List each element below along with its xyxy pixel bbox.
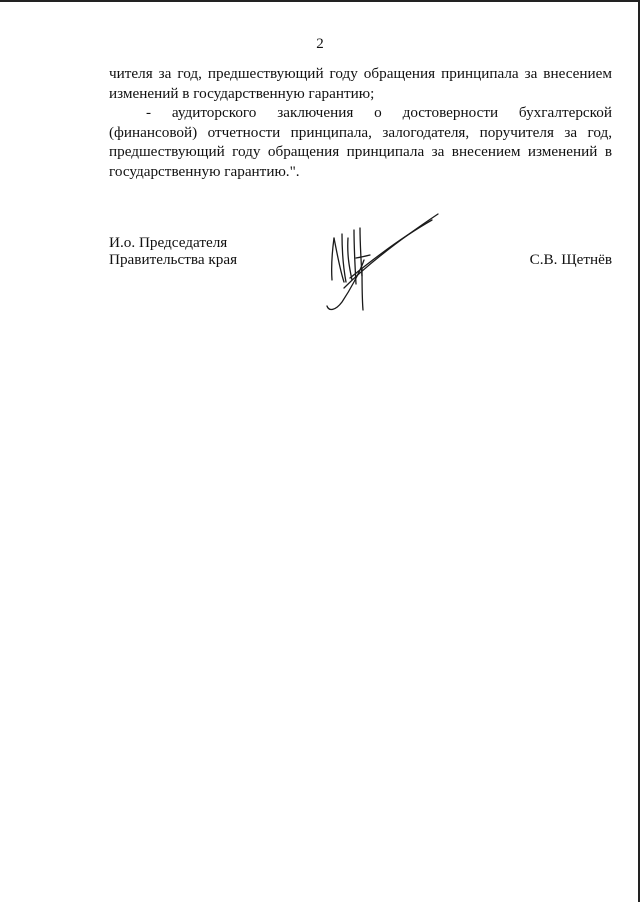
document-body bbox=[109, 64, 612, 182]
signer-title-line1: И.о. Председателя bbox=[109, 234, 228, 251]
signer-title bbox=[109, 234, 237, 268]
paragraph-audit-report: - аудиторского заключения о достоверности бухгалтерской (финансовой) отчетности принципала, залогодателя, поручителя за год, предшествующий году обращения принципала за внесением изменений в государственную гарантию.". bbox=[109, 104, 612, 180]
page-number: 2 bbox=[316, 36, 324, 52]
signer-title-line2: Правительства края bbox=[109, 251, 238, 268]
handwritten-signature bbox=[320, 208, 445, 316]
page-border-top bbox=[0, 0, 640, 2]
paragraph-continuation: чителя за год, предшествующий году обращения принципала за внесением изменений в государственную гарантию; bbox=[109, 65, 612, 102]
signer-name: С.В. Щетнёв bbox=[529, 251, 612, 268]
